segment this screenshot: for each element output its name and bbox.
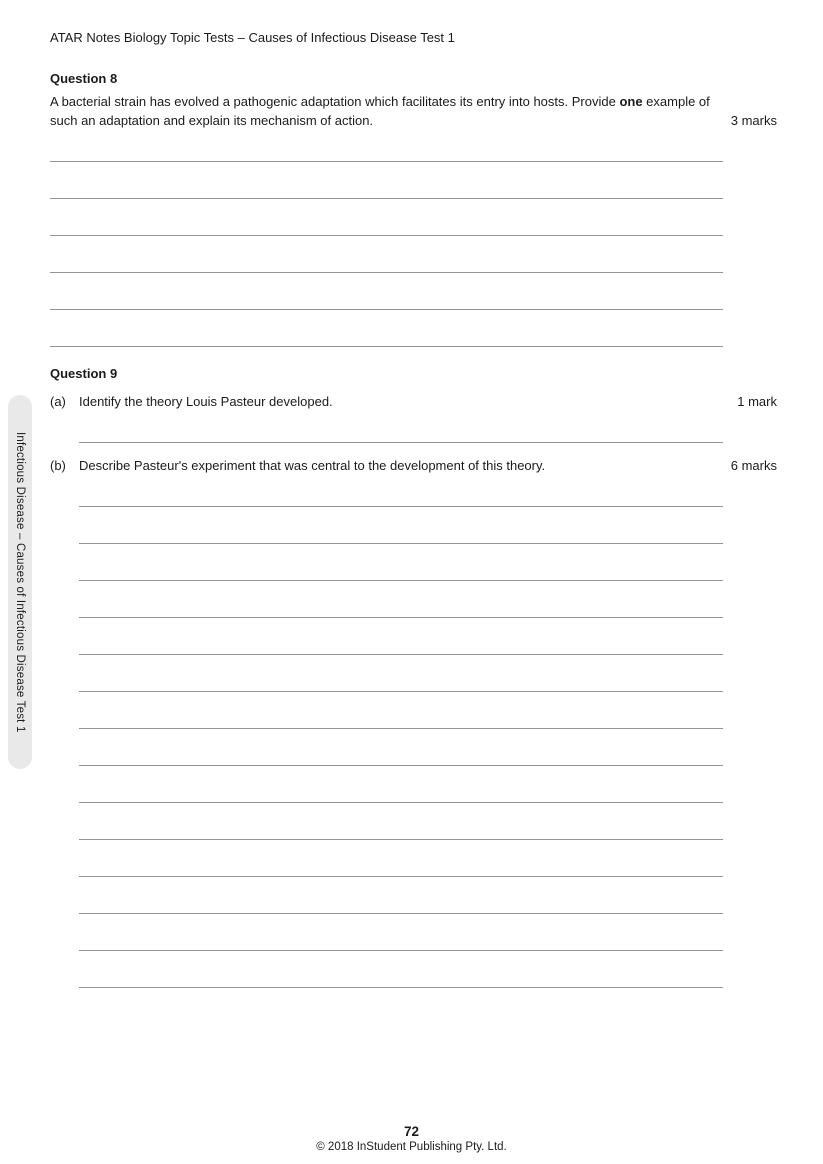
- answer-line: [79, 803, 723, 840]
- answer-line: [79, 692, 723, 729]
- question-9a-marks: 1 mark: [737, 394, 777, 409]
- question-8-section: [50, 72, 777, 347]
- question-9-section: [50, 367, 777, 988]
- question-8-marks: 3 marks: [730, 113, 777, 128]
- answer-line: [79, 507, 723, 544]
- answer-line: [50, 236, 723, 273]
- question-9b-label: (b): [50, 458, 66, 473]
- copyright-notice: © 2018 InStudent Publishing Pty. Ltd.: [316, 1141, 507, 1153]
- answer-line: [79, 581, 723, 618]
- answer-line: [79, 406, 723, 443]
- question-9a-row: [50, 392, 777, 411]
- question-8-text-part2: example of such an adaptation and explain its mechanism of action.: [50, 94, 710, 128]
- answer-line: [79, 951, 723, 988]
- answer-line: [50, 125, 723, 162]
- answer-line: [50, 310, 723, 347]
- answer-line: [50, 199, 723, 236]
- question-9b-marks: 6 marks: [730, 458, 777, 473]
- question-9-heading: Question 9: [50, 366, 118, 381]
- question-9b-answer-lines: [79, 470, 777, 988]
- sidebar-section-tab: [8, 395, 32, 769]
- answer-line: [79, 729, 723, 766]
- page-footer: [0, 1124, 823, 1154]
- question-9a-answer-lines: [79, 406, 777, 443]
- answer-line: [79, 618, 723, 655]
- question-9b-row: [50, 456, 777, 475]
- question-8-block: [50, 92, 777, 130]
- question-8-text-part1: A bacterial strain has evolved a pathogenic adaptation which facilitates its entry into hosts. Provide: [50, 94, 620, 109]
- question-9a-text: Identify the theory Louis Pasteur developed.: [79, 394, 333, 409]
- question-9-part-a: [50, 392, 777, 443]
- question-8-heading: Question 8: [50, 71, 118, 86]
- answer-line: [79, 766, 723, 803]
- question-9b-text: Describe Pasteur's experiment that was central to the development of this theory.: [79, 458, 546, 473]
- answer-line: [79, 655, 723, 692]
- answer-line: [50, 273, 723, 310]
- document-header: ATAR Notes Biology Topic Tests – Causes of Infectious Disease Test 1: [50, 30, 455, 45]
- question-8-text: [50, 92, 727, 130]
- page-number: 72: [403, 1124, 420, 1139]
- answer-line: [79, 840, 723, 877]
- answer-line: [79, 914, 723, 951]
- question-9a-label: (a): [50, 394, 66, 409]
- question-8-text-bold: one: [619, 94, 643, 109]
- answer-line: [79, 470, 723, 507]
- answer-line: [79, 877, 723, 914]
- answer-line: [79, 544, 723, 581]
- page-content: [50, 31, 777, 988]
- question-8-answer-lines: [50, 125, 777, 347]
- sidebar-tab-label: Infectious Disease – Causes of Infectious Disease Test 1: [14, 431, 26, 733]
- answer-line: [50, 162, 723, 199]
- question-9-part-b: [50, 456, 777, 988]
